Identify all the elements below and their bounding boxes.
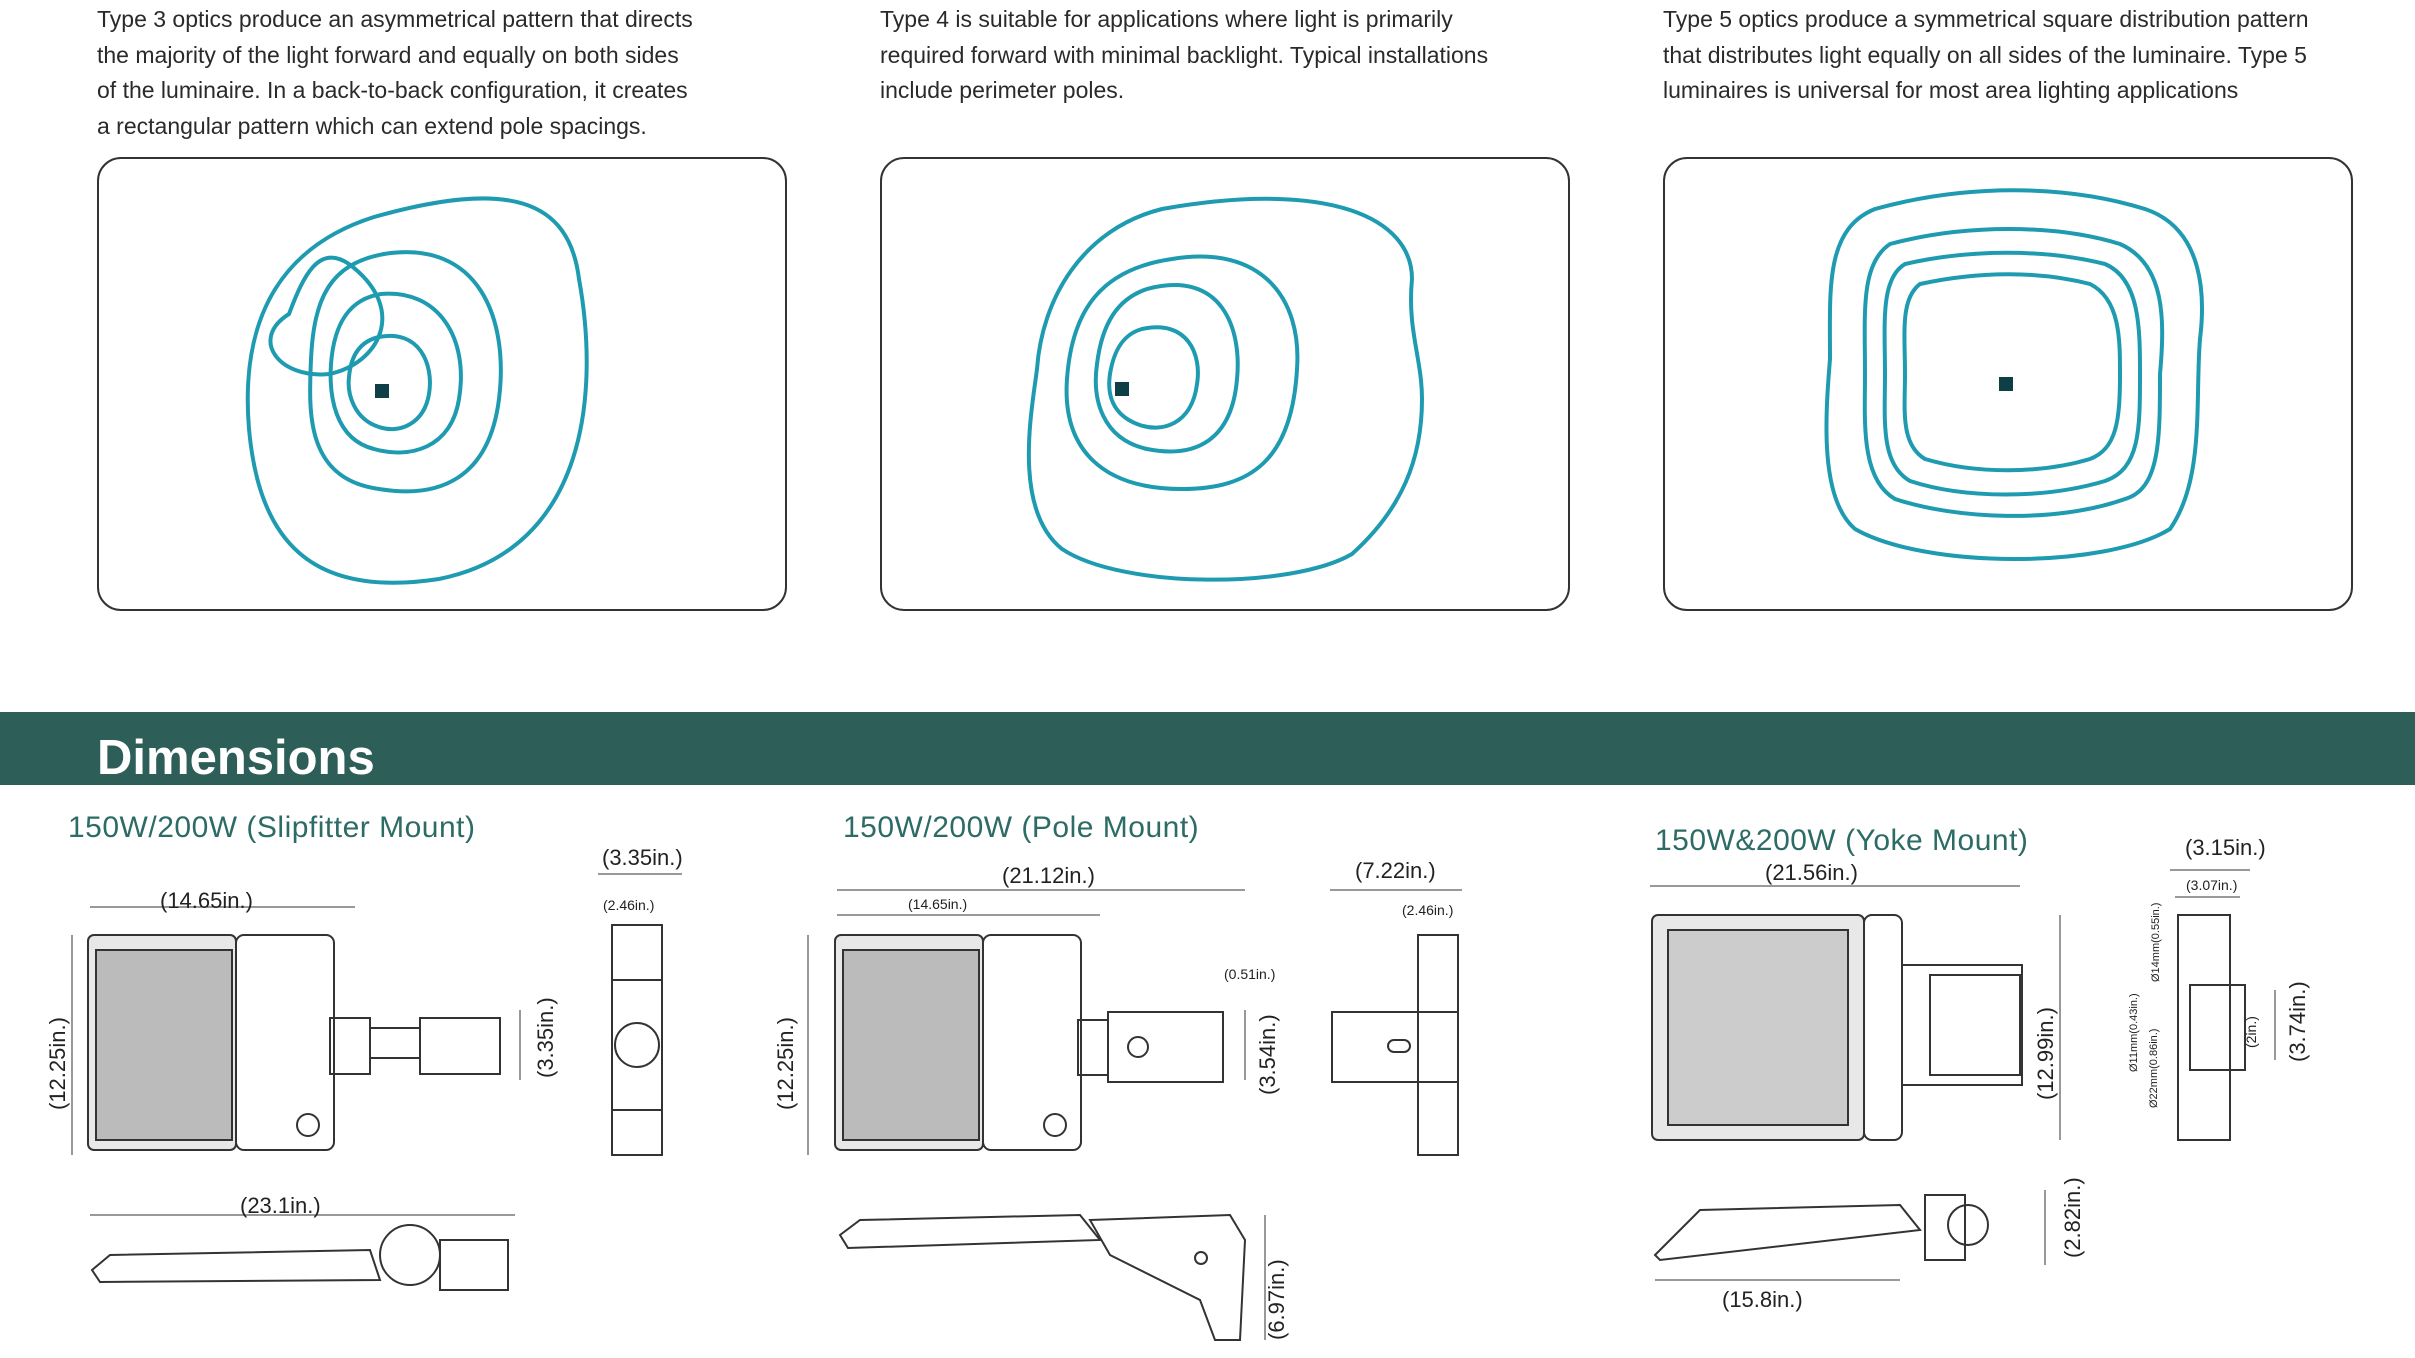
pole-top-view	[808, 890, 1245, 1155]
pole-overall-label: (21.12in.)	[1002, 863, 1095, 888]
pole-arm-height-label: (3.54in.)	[1255, 1014, 1280, 1095]
yoke-side-width-label: (3.15in.)	[2185, 835, 2266, 860]
yoke-profile	[1655, 1190, 2045, 1280]
pole-profile	[840, 1215, 1265, 1340]
pole-side-inner-label: (2.46in.)	[1402, 902, 1454, 918]
pole-side-view	[1330, 890, 1462, 1155]
pole-gap-label: (0.51in.)	[1224, 966, 1276, 982]
pole-mount-title: 150W/200W (Pole Mount)	[843, 811, 1200, 844]
yoke-side-view	[2170, 870, 2275, 1140]
slipfitter-width-label: (14.65in.)	[160, 888, 253, 913]
slipfitter-top-view	[72, 907, 520, 1155]
type4-description: Type 4 is suitable for applications where light is primarily required forward with minimal backlight. Typical installations include perimeter poles.	[880, 6, 1489, 103]
slipfitter-height-label: (12.25in.)	[45, 1017, 70, 1110]
slipfitter-side-width-label: (3.35in.)	[602, 845, 683, 870]
slipfitter-profile	[90, 1215, 515, 1290]
pole-side-width-label: (7.22in.)	[1355, 858, 1436, 883]
slipfitter-arm-height-label: (3.35in.)	[533, 997, 558, 1078]
pole-drop-label: (6.97in.)	[1264, 1259, 1289, 1340]
type3-description: Type 3 optics produce an asymmetrical pattern that directs the majority of the light forward and equally on both sides of the luminaire. In a back-to-back configuration, it creates a rectangular pattern which can extend pole spacings.	[97, 6, 693, 139]
pole-width-label: (14.65in.)	[908, 896, 968, 912]
yoke-height-label: (12.99in.)	[2033, 1007, 2058, 1100]
yoke-profile-height-label: (2.82in.)	[2060, 1177, 2085, 1258]
yoke-top-view	[1650, 886, 2060, 1140]
yoke-profile-length-label: (15.8in.)	[1722, 1287, 1803, 1312]
yoke-hole3-label: Ø22mm(0.86in.)	[2148, 1028, 2160, 1108]
yoke-overall-label: (21.56in.)	[1765, 860, 1858, 885]
dimensions-title: Dimensions	[97, 731, 375, 785]
yoke-hole2-label: Ø11mm(0.43in.)	[2128, 993, 2140, 1072]
slipfitter-side-view	[598, 874, 682, 1155]
yoke-mount-title: 150W&200W (Yoke Mount)	[1655, 824, 2029, 857]
yoke-spacing-label: (2in.)	[2243, 1016, 2259, 1048]
pole-height-label: (12.25in.)	[773, 1017, 798, 1110]
yoke-side-inner-label: (3.07in.)	[2186, 877, 2238, 893]
type5-description: Type 5 optics produce a symmetrical square distribution pattern that distributes light equally on all sides of the luminaire. Type 5 luminaires is universal for most area lighting applications	[1663, 6, 2309, 103]
yoke-side-height-label: (3.74in.)	[2285, 981, 2310, 1062]
slipfitter-mount-title: 150W/200W (Slipfitter Mount)	[68, 811, 476, 844]
slipfitter-length-label: (23.1in.)	[240, 1193, 321, 1218]
slipfitter-side-inner-label: (2.46in.)	[603, 897, 655, 913]
yoke-hole1-label: Ø14mm(0.55in.)	[2150, 902, 2162, 982]
